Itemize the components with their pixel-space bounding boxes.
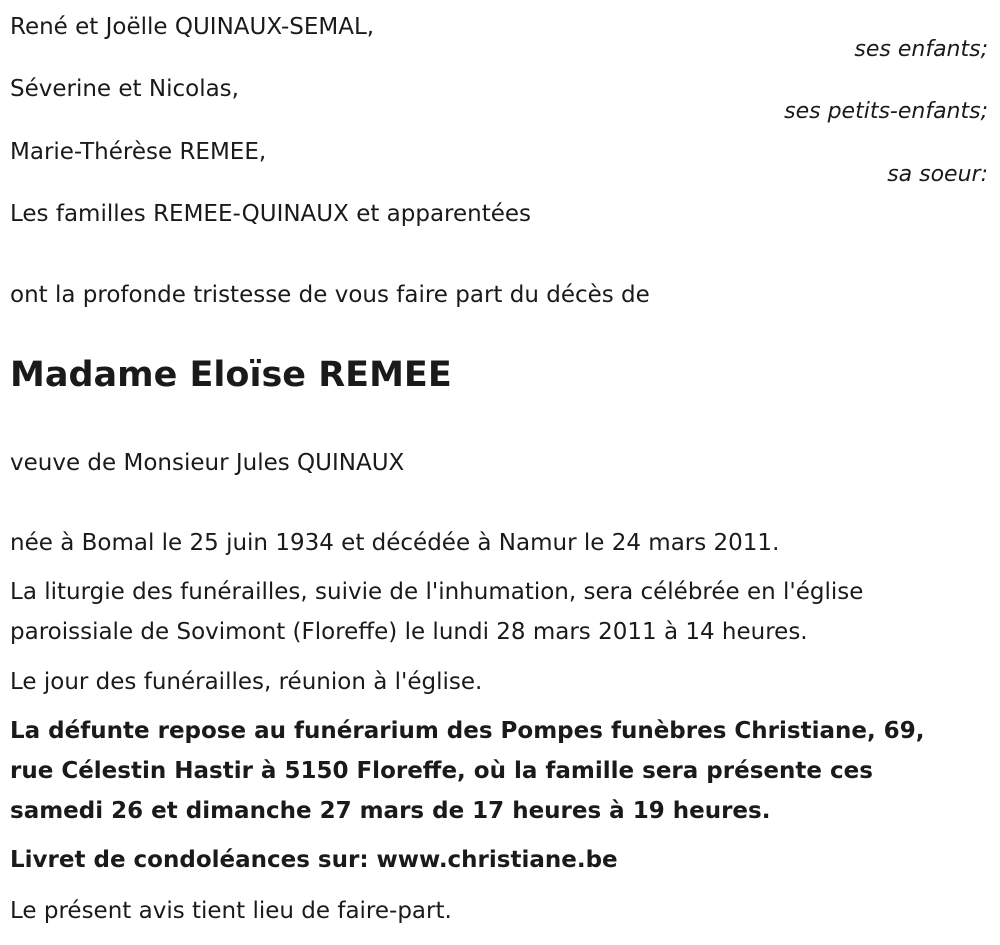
- family-member-line: René et Joëlle QUINAUX-SEMAL,: [10, 14, 375, 40]
- announcement-text: ont la profonde tristesse de vous faire part du décès de: [10, 282, 650, 308]
- funerarium-line: samedi 26 et dimanche 27 mars de 17 heures à 19 heures.: [10, 798, 771, 824]
- widow-of-text: veuve de Monsieur Jules QUINAUX: [10, 450, 405, 476]
- meeting-text: Le jour des funérailles, réunion à l'église.: [10, 669, 483, 695]
- funerarium-line: La défunte repose au funérarium des Pompes funèbres Christiane, 69,: [10, 718, 925, 744]
- liturgy-line: paroissiale de Sovimont (Floreffe) le lundi 28 mars 2011 à 14 heures.: [10, 619, 808, 645]
- liturgy-paragraph: [10, 572, 995, 652]
- birth-death-text: née à Bomal le 25 juin 1934 et décédée à Namur le 24 mars 2011.: [10, 530, 780, 556]
- family-member-line: Marie-Thérèse REMEE,: [10, 139, 267, 165]
- liturgy-line: La liturgie des funérailles, suivie de l'inhumation, sera célébrée en l'église: [10, 579, 864, 605]
- funerarium-paragraph: [10, 711, 995, 831]
- relation-label: ses enfants;: [854, 37, 988, 62]
- funerarium-line: rue Célestin Hastir à 5150 Floreffe, où la famille sera présente ces: [10, 758, 873, 784]
- family-member-line: Les familles REMEE-QUINAUX et apparentées: [10, 201, 532, 227]
- notice-text: Le présent avis tient lieu de faire-part.: [10, 898, 452, 924]
- condolences-text: Livret de condoléances sur: www.christiane.be: [10, 847, 618, 873]
- deceased-name: Madame Eloïse REMEE: [10, 355, 452, 395]
- relation-label: ses petits-enfants;: [784, 99, 988, 124]
- relation-label: sa soeur:: [887, 162, 988, 187]
- family-member-line: Séverine et Nicolas,: [10, 76, 239, 102]
